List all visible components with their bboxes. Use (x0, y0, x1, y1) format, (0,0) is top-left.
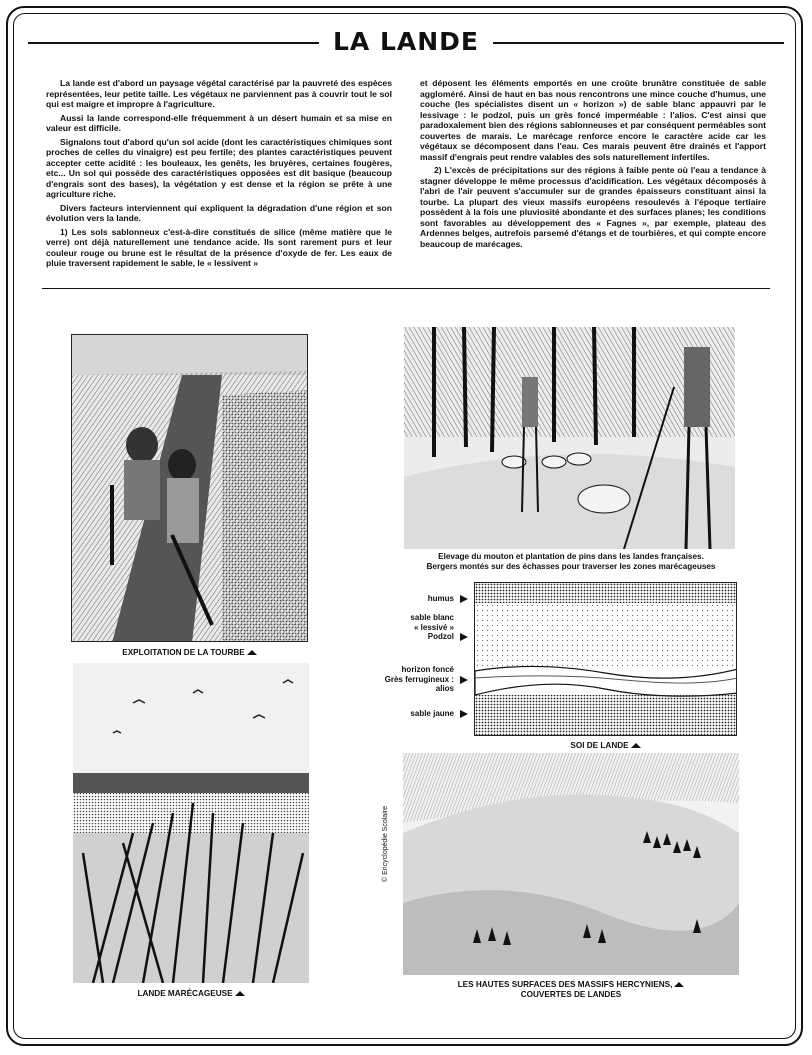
soil-label-sable-blanc: sable blanc « lessivé » Podzol (410, 613, 454, 641)
paragraph: et déposent les éléments emportés en une croûte brunâtre constituée de sable aggloméré. Ainsi de haut en bas nous rencontrons une mince couche d'humus, une couche (les spécialistes disent un « horizon ») de sable blanc appauvri par le lessivage : le podzol, puis un grès foncé imperméable : l'alios. C'est ainsi que paradoxalement bien des régions sablonneuses et par conséquent perméables sont couvertes de marais. Le marécage renforce encore le caractère acide car les végétaux se décomposent dans l'eau. Ces marais peuvent être drainés et l'apport massif d'engrais peut rendre valables des sols naturellement infertiles. (420, 78, 766, 162)
triangle-icon (631, 743, 641, 748)
page-title-wrap (0, 26, 812, 58)
paragraph: Aussi la lande correspond-elle fréquemment à un désert humain et sa mise en valeur est difficile. (46, 112, 392, 133)
page-title: LA LANDE (319, 26, 493, 58)
diagram-soil-profile (474, 582, 737, 736)
illustration-hercynian-massifs (403, 753, 739, 975)
arrow-right-icon (460, 633, 468, 641)
caption-soil: SOl DE LANDE (474, 741, 737, 751)
illustration-marshy-heath (73, 663, 309, 983)
copyright-credit: © Encyclopédie Scolaire (382, 806, 389, 882)
caption-line: Elevage du mouton et plantation de pins dans les landes françaises. (438, 552, 704, 561)
text-column-left (46, 78, 392, 272)
triangle-icon (247, 650, 257, 655)
paragraph: Divers facteurs interviennent qui expliquent la dégradation d'une région et son évolution vers la lande. (46, 202, 392, 223)
section-divider (42, 288, 770, 289)
caption-line: COUVERTES DE LANDES (520, 990, 622, 999)
arrow-right-icon (460, 710, 468, 718)
arrow-right-icon (460, 676, 468, 684)
paragraph: 2) L'excès de précipitations sur des régions à faible pente où l'eau a tendance à stagner développe le même processus d'acidification. Les végétaux décomposés à l'abri de l'air peuvent s'accumuler sur de grandes épaisseurs constituant ainsi la tourbe. La plupart des vieux massifs européens resoulevés à l'époque tertiaire possèdent à la fois une pluviosité abondante et des surfaces planes; les conditions sont favorables au développement des « Fagnes », par exemple, plateau des Ardennes belges, autrefois parsemé d'étangs et de tourbières, et qui compte encore beaucoup de marécages. (420, 165, 766, 249)
paragraph: La lande est d'abord un paysage végétal caractérisé par la pauvreté des espèces représentées, leur petite taille. Les végétaux ne parviennent pas à couvrir tout le sol qui est maigre et impropre à l'agriculture. (46, 78, 392, 109)
caption-hercynian (403, 980, 739, 1000)
paragraph: 1) Les sols sablonneux c'est-à-dire constitués de silice (même matière que le verre) ont déjà naturellement une tendance acide. Ils sont rarement purs et leur couleur rouge ou brune est le résultat de la présence d'oxyde de fer. Les eaux de pluie traversent rapidement le sable, le « lessivent » (46, 226, 392, 268)
soil-label-sable-jaune: sable jaune (410, 709, 454, 718)
paragraph: Signalons tout d'abord qu'un sol acide (dont les caractéristiques chimiques sont proches de celles du vinaigre) est peu fertile; des plantes caractéristiques peuvent accepter cette acidité : les bouleaux, les genêts, les bruyères, certaines fougères, etc... Un sol qui possède des caractéristiques opposées est dit basique (beaucoup d'engrais sont des bases), la végétation y est dense et la région se prête à une agriculture riche. (46, 136, 392, 199)
text-column-right (420, 78, 766, 252)
triangle-icon (235, 991, 245, 996)
illustration-shepherds-stilts (404, 327, 735, 549)
illustration-peat-extraction (71, 334, 308, 642)
caption-line: Bergers montés sur des échasses pour traverser les zones marécageuses (426, 562, 716, 571)
caption-line: LES HAUTES SURFACES DES MASSIFS HERCYNIENS, (403, 980, 739, 990)
caption-shepherds (398, 552, 744, 572)
soil-label-horizon: horizon foncé Grès ferrugineux : alios (384, 665, 454, 693)
triangle-icon (674, 982, 684, 987)
arrow-right-icon (460, 595, 468, 603)
caption-peat-extraction: EXPLOITATION DE LA TOURBE (71, 648, 308, 658)
soil-label-humus: humus (427, 594, 454, 603)
caption-marshy-heath: LANDE MARÉCAGEUSE (73, 989, 309, 999)
